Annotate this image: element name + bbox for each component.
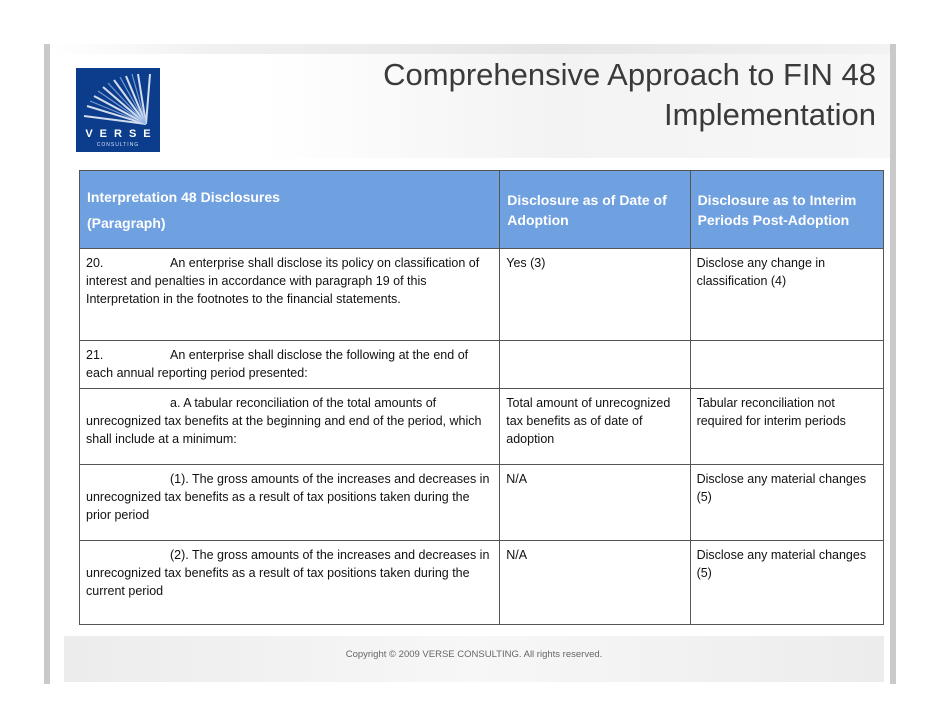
row-text-rest: decreases in unrecognized tax benefits as a result of tax positions taken during the current period bbox=[86, 548, 490, 598]
verse-logo bbox=[76, 68, 160, 152]
row-text-first: (1). The gross amounts of the increases and bbox=[170, 472, 416, 486]
header-col1-line1: Interpretation 48 Disclosures bbox=[87, 188, 280, 205]
table-row bbox=[80, 465, 884, 541]
row-21a2-paragraph bbox=[80, 541, 500, 625]
row-21-interim bbox=[690, 341, 883, 389]
row-21-adoption bbox=[500, 341, 690, 389]
row-21-paragraph bbox=[80, 341, 500, 389]
row-number: 21. bbox=[86, 348, 104, 362]
slide-frame-left bbox=[44, 44, 50, 684]
row-20-interim: Disclose any change in classification (4) bbox=[690, 249, 883, 341]
logo-wordmark: VERSE bbox=[85, 128, 158, 140]
row-21a1-adoption: N/A bbox=[500, 465, 690, 541]
row-21a1-interim: Disclose any material changes (5) bbox=[690, 465, 883, 541]
row-21a2-adoption: N/A bbox=[500, 541, 690, 625]
header-interim-periods: Disclosure as to Interim Periods Post-Adoption bbox=[690, 171, 883, 249]
row-text-rest: classification of interest and penalties in accordance with paragraph 19 of this Interpretation in the footnotes to the financial statements. bbox=[86, 256, 480, 306]
row-21a-adoption: Total amount of unrecognized tax benefits as of date of adoption bbox=[500, 389, 690, 465]
row-21a2-interim: Disclose any material changes (5) bbox=[690, 541, 883, 625]
header-interpretation bbox=[80, 171, 500, 249]
row-21a-interim: Tabular reconciliation not required for interim periods bbox=[690, 389, 883, 465]
logo-subtitle: CONSULTING bbox=[96, 142, 140, 148]
disclosure-table bbox=[79, 170, 884, 625]
row-20-adoption: Yes (3) bbox=[500, 249, 690, 341]
row-text-rest: decreases in unrecognized tax benefits as a result of tax positions taken during the prior period bbox=[86, 472, 490, 522]
table-row bbox=[80, 541, 884, 625]
row-21a1-paragraph bbox=[80, 465, 500, 541]
slide-frame-top bbox=[52, 44, 890, 54]
row-21a-paragraph bbox=[80, 389, 500, 465]
copyright-notice: Copyright © 2009 VERSE CONSULTING. All rights reserved. bbox=[345, 649, 603, 660]
row-text-first: a. A tabular reconciliation of the total amounts of bbox=[170, 396, 437, 410]
row-number: 20. bbox=[86, 256, 104, 270]
row-text-first: An enterprise shall disclose the following at the bbox=[170, 348, 430, 362]
header-date-of-adoption: Disclosure as of Date of Adoption bbox=[500, 171, 690, 249]
slide-title bbox=[240, 55, 876, 135]
table-row bbox=[80, 341, 884, 389]
header-col1-line2: (Paragraph) bbox=[87, 214, 166, 231]
table-row bbox=[80, 249, 884, 341]
title-line-2: Implementation bbox=[664, 97, 876, 132]
row-text-rest: end of each annual reporting period presented: bbox=[86, 348, 469, 380]
row-20-paragraph bbox=[80, 249, 500, 341]
row-text-rest: unrecognized tax benefits at the beginning and end of the period, which shall include at a minimum: bbox=[86, 414, 482, 446]
table-row bbox=[80, 389, 884, 465]
slide-frame-right bbox=[890, 44, 896, 684]
row-text-first: (2). The gross amounts of the increases and bbox=[170, 548, 416, 562]
table-header-row bbox=[80, 171, 884, 249]
title-line-1: Comprehensive Approach to FIN 48 bbox=[383, 57, 876, 92]
row-text-first: An enterprise shall disclose its policy on bbox=[170, 256, 391, 270]
